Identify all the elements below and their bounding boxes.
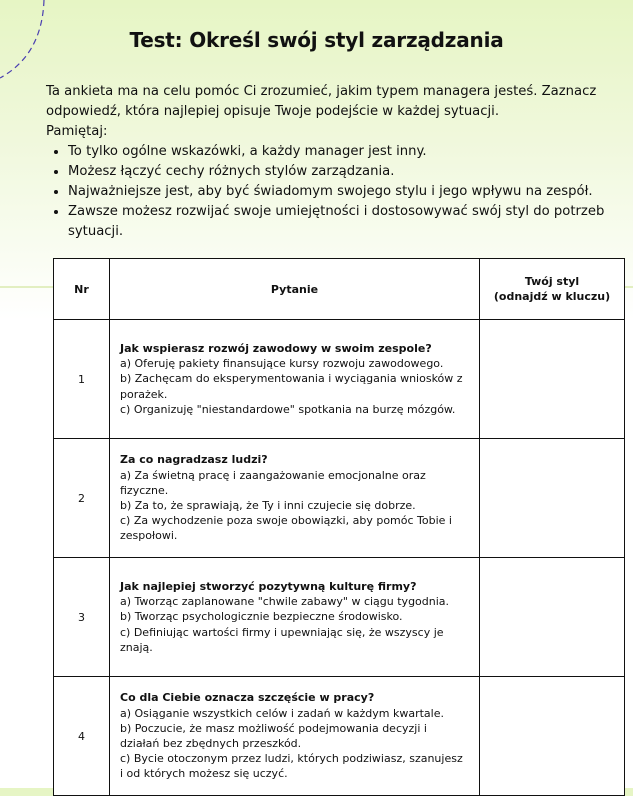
question-title: Jak wspierasz rozwój zawodowy w swoim zespole? <box>120 341 432 355</box>
tip-item: • To tylko ogólne wskazówki, a każdy manager jest inny. <box>68 142 616 162</box>
answer-option: b) Tworząc psychologicznie bezpieczne środowisko. <box>120 610 403 624</box>
table-row <box>54 320 625 439</box>
answer-option: a) Osiąganie wszystkich celów i zadań w każdym kwartale. <box>120 706 444 720</box>
answer-option: c) Organizuję "niestandardowe" spotkania na burzę mózgów. <box>120 402 456 416</box>
header-style-line1: Twój styl <box>524 275 580 288</box>
intro-section <box>46 82 616 242</box>
row-number: 3 <box>54 558 110 677</box>
style-answer-cell[interactable] <box>480 677 625 796</box>
question-cell <box>110 439 480 558</box>
answer-option: b) Zachęcam do eksperymentowania i wyciągania wniosków z porażek. <box>120 372 463 401</box>
answer-option: b) Za to, że sprawiają, że Ty i inni czujecie się dobrze. <box>120 499 416 512</box>
table-row <box>54 439 625 558</box>
answer-option: a) Oferuję pakiety finansujące kursy rozwoju zawodowego. <box>120 357 444 371</box>
answer-option: c) Definiując wartości firmy i upewniając się, że wszyscy je znają. <box>120 625 444 654</box>
question-title: Za co nagradzasz ludzi? <box>120 453 268 467</box>
question-cell <box>110 558 480 677</box>
header-style <box>480 259 625 320</box>
answer-option: c) Za wychodzenie poza swoje obowiązki, aby pomóc Tobie i zespołowi. <box>120 514 452 543</box>
question-title: Co dla Ciebie oznacza szczęście w pracy? <box>120 691 375 705</box>
questions-table <box>53 258 625 796</box>
table-row <box>54 677 625 796</box>
tip-item: • Zawsze możesz rozwijać swoje umiejętności i dostosowywać swój styl do potrzeb sytuacji. <box>68 202 616 242</box>
question-cell <box>110 677 480 796</box>
tip-item: • Najważniejsze jest, aby być świadomym swojego stylu i jego wpływu na zespół. <box>68 182 616 202</box>
tip-item: • Możesz łączyć cechy różnych stylów zarządzania. <box>68 162 616 182</box>
answer-option: a) Tworząc zaplanowane "chwile zabawy" w ciągu tygodnia. <box>120 595 450 609</box>
row-number: 1 <box>54 320 110 439</box>
intro-paragraph: Ta ankieta ma na celu pomóc Ci zrozumieć, jakim typem managera jesteś. Zaznacz odpowiedź, która najlepiej opisuje Twoje podejście w każdej sytuacji. <box>46 84 597 119</box>
answer-option: b) Poczucie, że masz możliwość podejmowania decyzji i działań bez zbędnych przeszkód. <box>120 721 427 750</box>
header-style-line2: (odnajdź w kluczu) <box>493 290 611 303</box>
table-row <box>54 558 625 677</box>
style-answer-cell[interactable] <box>480 439 625 558</box>
style-answer-cell[interactable] <box>480 320 625 439</box>
remember-label: Pamiętaj: <box>46 124 108 139</box>
page-title: Test: Określ swój styl zarządzania <box>129 28 504 52</box>
answer-option: c) Bycie otoczonym przez ludzi, których podziwiasz, szanujesz i od których możesz się uczyć. <box>120 752 463 781</box>
answer-option: a) Za świetną pracę i zaangażowanie emocjonalne oraz fizyczne. <box>120 468 426 497</box>
header-nr: Nr <box>54 259 110 320</box>
tips-list <box>46 142 616 242</box>
table-header-row <box>54 259 625 320</box>
question-cell <box>110 320 480 439</box>
row-number: 2 <box>54 439 110 558</box>
question-title: Jak najlepiej stworzyć pozytywną kulturę firmy? <box>120 579 417 593</box>
header-question: Pytanie <box>110 259 480 320</box>
row-number: 4 <box>54 677 110 796</box>
style-answer-cell[interactable] <box>480 558 625 677</box>
